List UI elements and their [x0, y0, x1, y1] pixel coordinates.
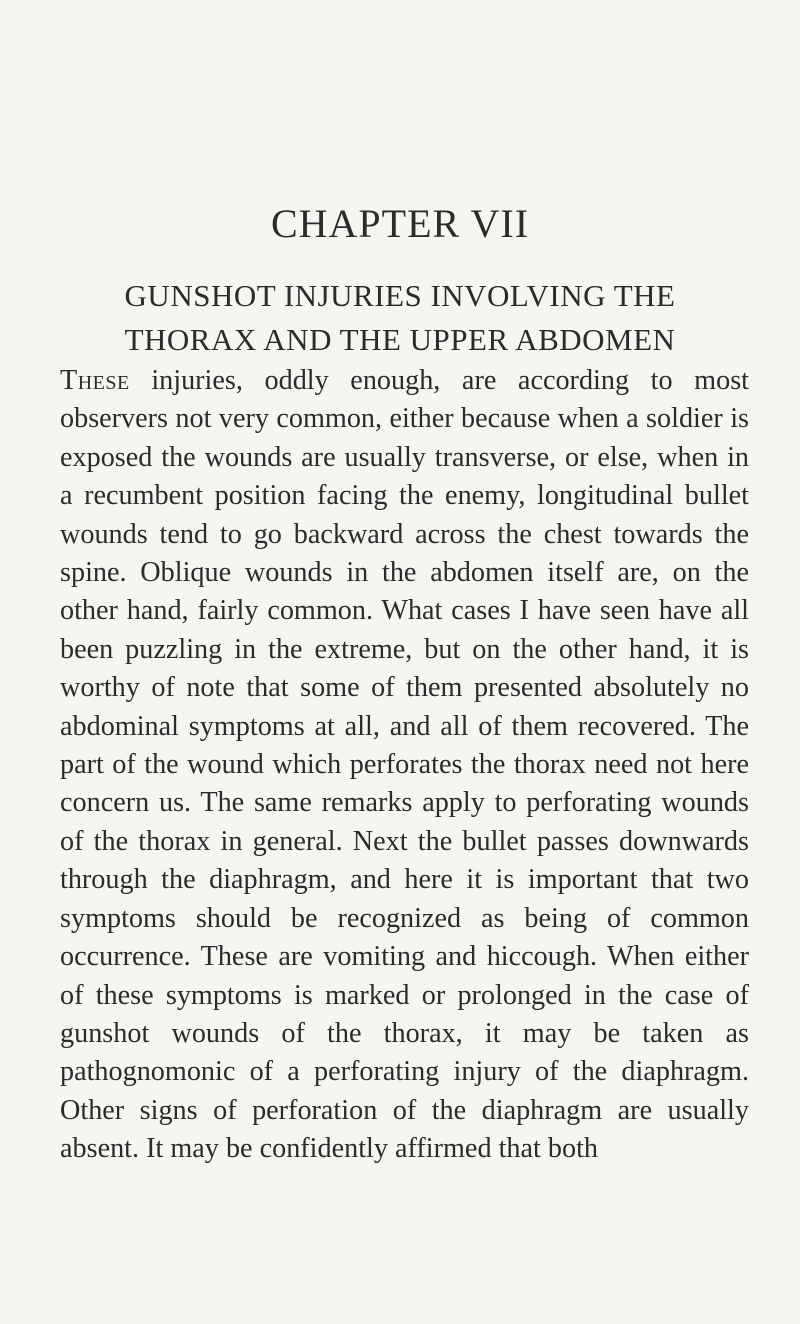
- chapter-title-line-2: THORAX AND THE UPPER ABDOMEN: [124, 322, 676, 357]
- chapter-title: [40, 274, 760, 362]
- chapter-heading: CHAPTER VII: [270, 201, 530, 246]
- chapter-title-line-1: GUNSHOT INJURIES INVOLVING THE: [124, 278, 676, 313]
- body-paragraph-text: injuries, oddly enough, are according to most observers not very common, either because when a soldier is exposed the wounds are usually transverse, or else, when in a recumbent position facing the enemy, longitudinal bullet wounds tend to go backward across the chest towards the spine. Oblique wounds in the abdomen itself are, on the other hand, fairly common. What cases I have seen have all been puzzling in the extreme, but on the other hand, it is worthy of note that some of them presented absolutely no abdominal symptoms at all, and all of them recovered. The part of the wound which perforates the thorax need not here concern us. The same remarks apply to perforating wounds of the thorax in general. Next the bullet passes downwards through the diaphragm, and here it is important that two symptoms should be recognized as being of common occurrence. These are vomiting and hiccough. When either of these symptoms is marked or prolonged in the case of gunshot wounds of the thorax, it may be taken as pathognomonic of a perforating injury of the diaphragm. Other signs of perforation of the diaphragm are usually absent. It may be confidently affirmed that both: [60, 365, 749, 1165]
- body-paragraph: [60, 362, 749, 1169]
- lead-in-small-caps: These: [60, 365, 130, 396]
